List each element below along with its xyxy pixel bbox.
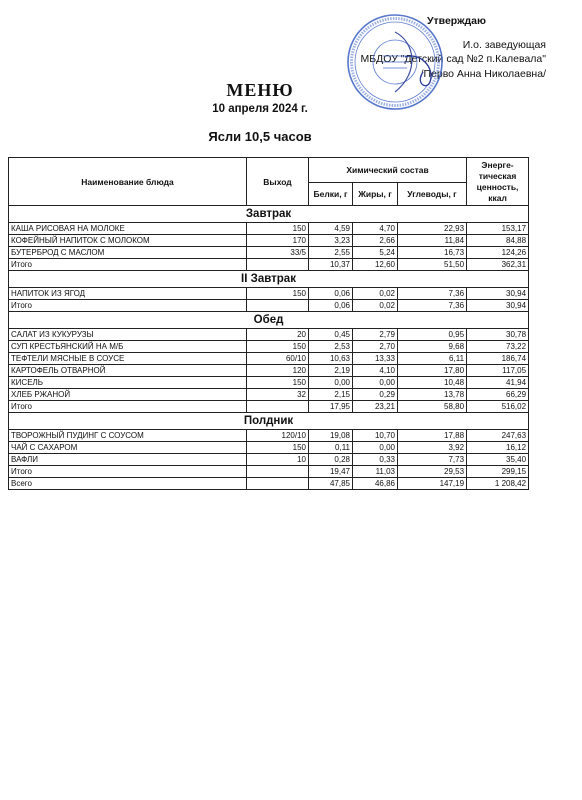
column-header-fat: Жиры, г	[353, 183, 398, 206]
cell-yield: 150	[247, 341, 309, 353]
cell-protein: 10,37	[309, 259, 353, 271]
total-row	[9, 478, 529, 490]
cell-carbs: 7,36	[398, 300, 467, 312]
column-header-protein: Белки, г	[309, 183, 353, 206]
cell-carbs: 13,78	[398, 389, 467, 401]
cell-name: КАРТОФЕЛЬ ОТВАРНОЙ	[9, 365, 247, 377]
cell-kcal: 66,29	[467, 389, 529, 401]
cell-carbs: 6,11	[398, 353, 467, 365]
cell-kcal: 124,26	[467, 247, 529, 259]
table-row	[9, 329, 529, 341]
menu-table-body	[9, 206, 529, 490]
cell-name: ЧАЙ С САХАРОМ	[9, 442, 247, 454]
cell-kcal: 41,94	[467, 377, 529, 389]
menu-table	[8, 157, 529, 490]
section-title: II Завтрак	[9, 271, 529, 288]
cell-fat: 4,70	[353, 223, 398, 235]
cell-protein: 19,47	[309, 466, 353, 478]
cell-kcal: 30,78	[467, 329, 529, 341]
cell-kcal: 73,22	[467, 341, 529, 353]
cell-fat: 2,79	[353, 329, 398, 341]
cell-yield: 20	[247, 329, 309, 341]
column-header-yield: Выход	[247, 158, 309, 206]
cell-yield: 60/10	[247, 353, 309, 365]
cell-fat: 0,02	[353, 288, 398, 300]
cell-yield: 120	[247, 365, 309, 377]
cell-yield	[247, 478, 309, 490]
cell-carbs: 3,92	[398, 442, 467, 454]
cell-carbs: 9,68	[398, 341, 467, 353]
section-header-row	[9, 312, 529, 329]
cell-kcal: 117,05	[467, 365, 529, 377]
approval-organization: МБДОУ "Детский сад №2 п.Калевала"	[360, 53, 546, 66]
cell-carbs: 0,95	[398, 329, 467, 341]
cell-name: ТЕФТЕЛИ МЯСНЫЕ В СОУСЕ	[9, 353, 247, 365]
cell-yield: 120/10	[247, 430, 309, 442]
table-row	[9, 442, 529, 454]
cell-kcal: 153,17	[467, 223, 529, 235]
table-row	[9, 353, 529, 365]
cell-carbs: 17,88	[398, 430, 467, 442]
cell-fat: 2,66	[353, 235, 398, 247]
cell-yield: 32	[247, 389, 309, 401]
column-header-carbs: Углеводы, г	[398, 183, 467, 206]
cell-carbs: 11,84	[398, 235, 467, 247]
table-row	[9, 247, 529, 259]
cell-protein: 0,28	[309, 454, 353, 466]
cell-kcal: 247,63	[467, 430, 529, 442]
column-header-name: Наименование блюда	[9, 158, 247, 206]
section-title: Полдник	[9, 413, 529, 430]
cell-protein: 0,11	[309, 442, 353, 454]
column-header-energy: Энерге-тическая ценность, ккал	[467, 158, 529, 206]
cell-name: БУТЕРБРОД С МАСЛОМ	[9, 247, 247, 259]
cell-name: КОФЕЙНЫЙ НАПИТОК С МОЛОКОМ	[9, 235, 247, 247]
cell-carbs: 58,80	[398, 401, 467, 413]
table-row	[9, 454, 529, 466]
cell-name: Итого	[9, 466, 247, 478]
cell-carbs: 10,48	[398, 377, 467, 389]
section-header-row	[9, 206, 529, 223]
cell-name: СУП КРЕСТЬЯНСКИЙ НА М/Б	[9, 341, 247, 353]
cell-kcal: 516,02	[467, 401, 529, 413]
menu-group: Ясли 10,5 часов	[208, 129, 312, 144]
cell-yield: 150	[247, 442, 309, 454]
table-row	[9, 235, 529, 247]
table-row	[9, 430, 529, 442]
table-row	[9, 341, 529, 353]
approval-signatory: /Перво Анна Николаевна/	[420, 67, 546, 80]
cell-name: КИСЕЛЬ	[9, 377, 247, 389]
cell-name: САЛАТ ИЗ КУКУРУЗЫ	[9, 329, 247, 341]
cell-protein: 4,59	[309, 223, 353, 235]
table-row	[9, 365, 529, 377]
cell-name: ХЛЕБ РЖАНОЙ	[9, 389, 247, 401]
menu-title: МЕНЮ	[226, 80, 294, 100]
cell-protein: 0,06	[309, 288, 353, 300]
table-row	[9, 223, 529, 235]
cell-kcal: 35,40	[467, 454, 529, 466]
cell-carbs: 22,93	[398, 223, 467, 235]
section-title: Завтрак	[9, 206, 529, 223]
table-row	[9, 288, 529, 300]
cell-yield: 150	[247, 377, 309, 389]
cell-name: НАПИТОК ИЗ ЯГОД	[9, 288, 247, 300]
cell-yield: 170	[247, 235, 309, 247]
cell-name: КАША РИСОВАЯ НА МОЛОКЕ	[9, 223, 247, 235]
cell-carbs: 16,73	[398, 247, 467, 259]
cell-fat: 46,86	[353, 478, 398, 490]
cell-protein: 10,63	[309, 353, 353, 365]
cell-yield	[247, 259, 309, 271]
approval-heading: Утверждаю	[426, 15, 486, 27]
cell-kcal: 16,12	[467, 442, 529, 454]
cell-protein: 19,08	[309, 430, 353, 442]
cell-fat: 0,29	[353, 389, 398, 401]
cell-protein: 47,85	[309, 478, 353, 490]
cell-carbs: 7,36	[398, 288, 467, 300]
cell-protein: 3,23	[309, 235, 353, 247]
cell-carbs: 7,73	[398, 454, 467, 466]
cell-carbs: 51,50	[398, 259, 467, 271]
cell-name: Всего	[9, 478, 247, 490]
cell-protein: 2,15	[309, 389, 353, 401]
cell-yield	[247, 300, 309, 312]
cell-fat: 23,21	[353, 401, 398, 413]
cell-kcal: 84,88	[467, 235, 529, 247]
cell-fat: 10,70	[353, 430, 398, 442]
table-row	[9, 377, 529, 389]
cell-kcal: 1 208,42	[467, 478, 529, 490]
section-header-row	[9, 413, 529, 430]
total-row	[9, 300, 529, 312]
cell-fat: 2,70	[353, 341, 398, 353]
table-row	[9, 389, 529, 401]
cell-fat: 4,10	[353, 365, 398, 377]
cell-carbs: 147,19	[398, 478, 467, 490]
total-row	[9, 466, 529, 478]
cell-carbs: 17,80	[398, 365, 467, 377]
cell-name: Итого	[9, 300, 247, 312]
cell-protein: 0,06	[309, 300, 353, 312]
cell-fat: 0,00	[353, 377, 398, 389]
cell-protein: 2,53	[309, 341, 353, 353]
cell-kcal: 362,31	[467, 259, 529, 271]
cell-yield	[247, 466, 309, 478]
cell-name: ВАФЛИ	[9, 454, 247, 466]
cell-fat: 11,03	[353, 466, 398, 478]
section-header-row	[9, 271, 529, 288]
column-header-chem: Химический состав	[309, 158, 467, 183]
cell-protein: 0,00	[309, 377, 353, 389]
cell-kcal: 186,74	[467, 353, 529, 365]
cell-yield: 150	[247, 223, 309, 235]
cell-yield	[247, 401, 309, 413]
cell-kcal: 30,94	[467, 288, 529, 300]
total-row	[9, 401, 529, 413]
cell-name: Итого	[9, 401, 247, 413]
cell-yield: 150	[247, 288, 309, 300]
cell-yield: 10	[247, 454, 309, 466]
cell-protein: 17,95	[309, 401, 353, 413]
cell-name: Итого	[9, 259, 247, 271]
cell-protein: 0,45	[309, 329, 353, 341]
cell-fat: 13,33	[353, 353, 398, 365]
approval-position: И.о. заведующая	[462, 39, 546, 52]
cell-carbs: 29,53	[398, 466, 467, 478]
menu-date: 10 апреля 2024 г.	[212, 103, 308, 115]
cell-kcal: 299,15	[467, 466, 529, 478]
cell-fat: 0,00	[353, 442, 398, 454]
section-title: Обед	[9, 312, 529, 329]
total-row	[9, 259, 529, 271]
cell-protein: 2,55	[309, 247, 353, 259]
cell-name: ТВОРОЖНЫЙ ПУДИНГ С СОУСОМ	[9, 430, 247, 442]
cell-kcal: 30,94	[467, 300, 529, 312]
cell-yield: 33/5	[247, 247, 309, 259]
cell-fat: 0,33	[353, 454, 398, 466]
cell-fat: 12,60	[353, 259, 398, 271]
cell-protein: 2,19	[309, 365, 353, 377]
menu-title-block	[0, 80, 520, 144]
cell-fat: 5,24	[353, 247, 398, 259]
cell-fat: 0,02	[353, 300, 398, 312]
